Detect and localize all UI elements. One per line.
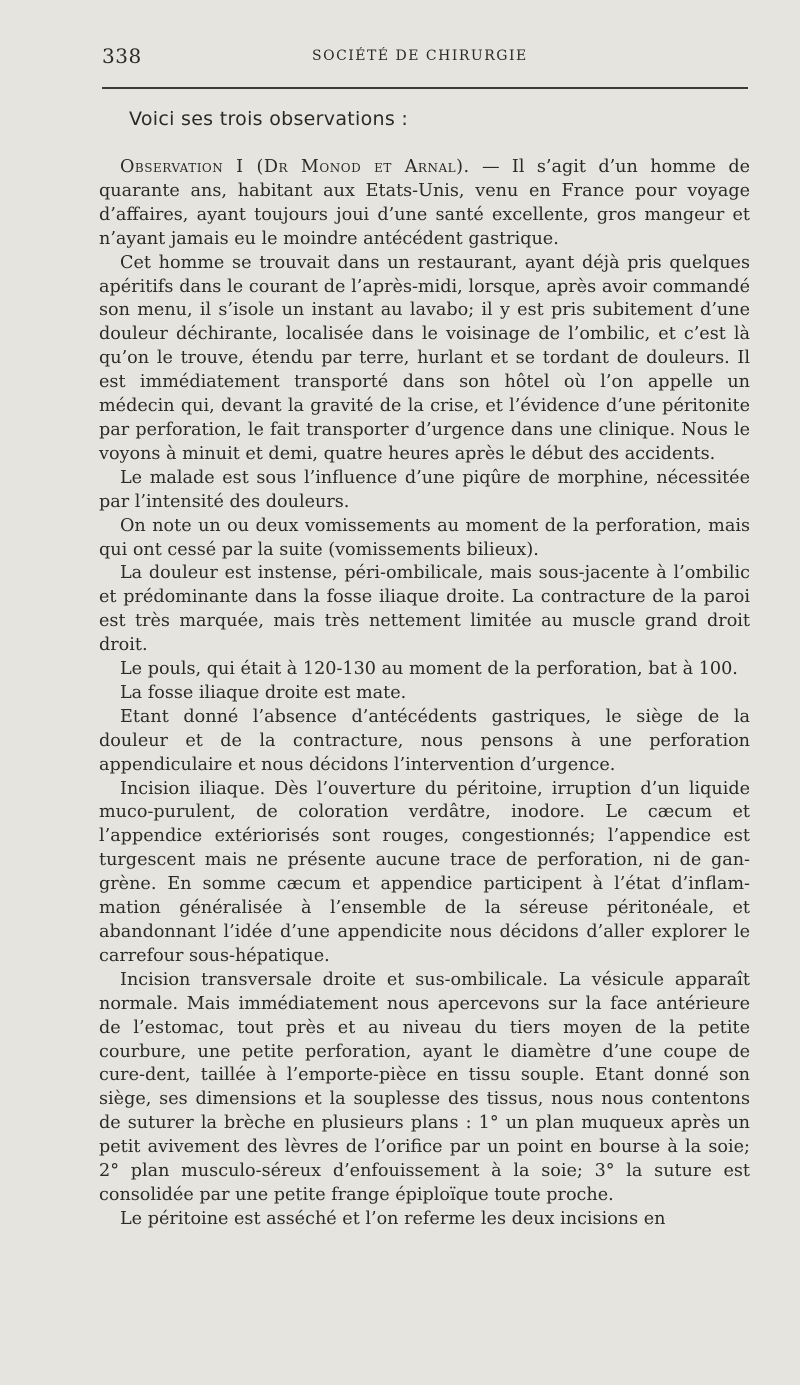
paragraph: La fosse iliaque droite est mate. [120, 682, 407, 703]
running-head: SOCIÉTÉ DE CHIRURGIE [312, 48, 528, 64]
paragraph: Incision transversale droite et sus-ombilicale. La vésicule apparaît normale. Mais immédiatement nous apercevons sur la face antérieure de l’estomac, tout près et au niveau du tiers moyen de la petite courbure, une petite perforation, ayant le diamètre d’une coupe de cure-dent, taillée à l’emporte-pièce en tissu souple. Etant donné son siège, ses dimensions et la souplesse des tissus, nous nous contentons de suturer la brèche en plusieurs plans : 1° un plan muqueux après un petit avivement des lèvres de l’orifice par un point en bourse à la soie; 2° plan musculo-séreux d’enfouissement à la soie; 3° la suture est consolidée par une petite frange épiploïque toute proche. [99, 969, 750, 1205]
paragraph: Le péritoine est asséché et l’on referme les deux incisions en [120, 1208, 666, 1229]
paragraph: Le malade est sous l’influence d’une piqûre de morphine, nécessitée par l’intensité des douleurs. [99, 467, 750, 512]
observation-label: Observation I (Dr Monod et Arnal). [120, 157, 470, 177]
body-text [99, 156, 750, 1232]
header-rule [102, 87, 748, 89]
intro-line: Voici ses trois observations : [129, 108, 409, 130]
observation-text: — Il s’agit d’un homme de quarante ans, habitant aux Etats-Unis, venu en France pour voyage d’affaires, ayant toujours joui d’une santé excellente, gros mangeur et n’ayant jamais eu le moindre antécédent gastrique. [99, 157, 750, 249]
paragraph: On note un ou deux vomissements au moment de la perforation, mais qui ont cessé par la suite (vomissements bilieux). [99, 515, 750, 560]
paragraph: Incision iliaque. Dès l’ouverture du péritoine, irruption d’un liquide muco-purulent, de coloration verdâtre, inodore. Le cæcum et l’appendice extériorisés sont rouges, congestionnés; l’appendice est turgescent mais ne présente aucune trace de perforation, ni de gangrène. En somme cæcum et appendice participent à l’état d’inflammation généralisée à l’ensemble de la séreuse péritonéale, et abandonnant l’idée d’une appendicite nous décidons d’aller explorer le carrefour sous-hépatique. [99, 778, 750, 966]
observation-paragraph [99, 156, 750, 252]
paragraph: La douleur est instense, péri-ombilicale, mais sous-jacente à l’ombilic et prédominante dans la fosse iliaque droite. La contracture de la paroi est très marquée, mais très nettement limitée au muscle grand droit droit. [99, 563, 750, 656]
paragraph: Cet homme se trouvait dans un restaurant, ayant déjà pris quelques apéritifs dans le courant de l’après-midi, lorsque, après avoir commandé son menu, il s’isole un instant au lavabo; il y est pris subitement d’une douleur déchirante, localisée dans le voisinage de l’ombilic, et c’est là qu’on le trouve, étendu par terre, hurlant et se tordant de douleurs. Il est immédiatement transporté dans son hôtel où l’on appelle un médecin qui, devant la gravité de la crise, et l’évidence d’une péritonite par perforation, le fait transporter d’urgence dans une clinique. Nous le voyons à minuit et demi, quatre heures après le début des accidents. [99, 252, 750, 464]
paragraph: Le pouls, qui était à 120-130 au moment de la perforation, bat à 100. [120, 659, 738, 680]
paragraph: Etant donné l’absence d’antécédents gastriques, le siège de la douleur et de la contracture, nous pensons à une perforation appendiculaire et nous décidons l’intervention d’urgence. [99, 706, 750, 775]
page-header [102, 44, 748, 74]
page-number: 338 [102, 44, 142, 68]
